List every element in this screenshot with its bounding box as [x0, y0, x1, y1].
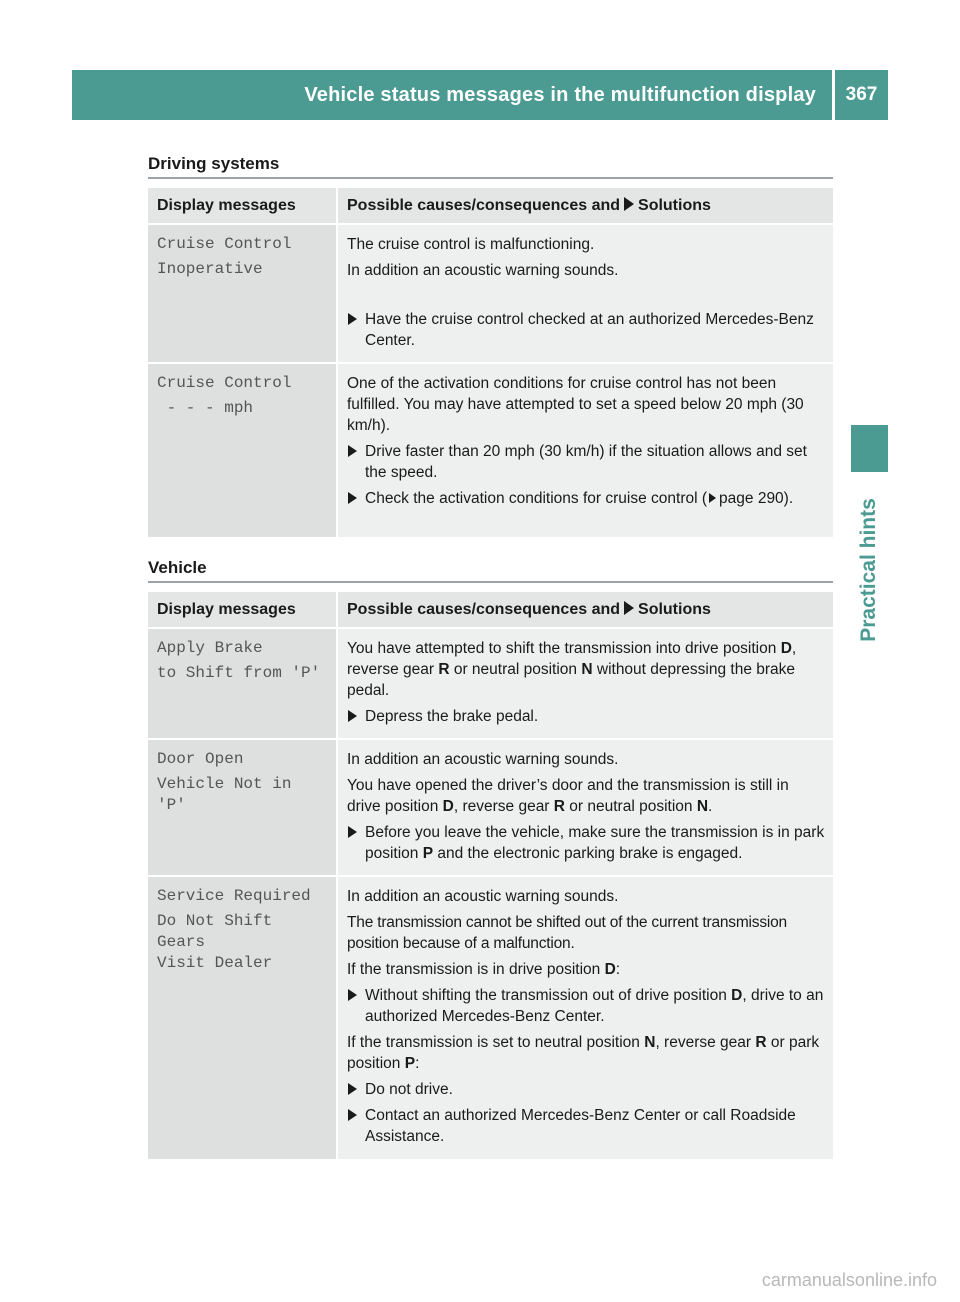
- section-rule: [148, 177, 833, 179]
- solution-step: Without shifting the transmission out of drive position D, drive to an authorized Mercedes-Benz Center.: [347, 985, 825, 1027]
- cause-text: One of the activation conditions for cruise control has not been fulfilled. You may have attempted to set a speed below 20 mph (30 km/h).: [347, 375, 804, 434]
- display-message: Cruise Control Inoperative: [157, 235, 292, 278]
- solution-step: Drive faster than 20 mph (30 km/h) if the situation allows and set the speed.: [347, 441, 825, 483]
- side-tab-marker: [851, 425, 888, 472]
- step-arrow-icon: [348, 710, 357, 722]
- table-header-row: [148, 592, 833, 629]
- display-message-cell: [148, 629, 338, 740]
- column-header-causes-solutions: Possible causes/consequences and Solutions: [338, 592, 833, 629]
- page-reference-icon: [709, 493, 716, 503]
- table-row: [148, 364, 833, 539]
- display-message-cell: [148, 364, 338, 539]
- arrow-right-icon: [624, 601, 634, 615]
- section-title-driving-systems: Driving systems: [148, 154, 280, 173]
- step-arrow-icon: [348, 989, 357, 1001]
- cause-text: You have attempted to shift the transmission into drive position D, reverse gear R or neutral position N without depressing the brake pedal.: [347, 640, 797, 699]
- display-message-cell: [148, 225, 338, 364]
- step-arrow-icon: [348, 1109, 357, 1121]
- driving-systems-table: [148, 188, 833, 539]
- solution-cell: [338, 225, 833, 364]
- column-header-display-messages: Display messages: [148, 592, 338, 629]
- column-header-causes-solutions: Possible causes/consequences and Solutions: [338, 188, 833, 225]
- display-message-cell: [148, 740, 338, 877]
- solution-cell: [338, 629, 833, 740]
- condition-text: If the transmission is set to neutral position N, reverse gear R or park position P:: [347, 1034, 820, 1072]
- table-row: [148, 225, 833, 364]
- display-message: Apply Brake to Shift from 'P': [157, 639, 321, 682]
- side-tab-label: Practical hints: [857, 498, 880, 642]
- step-arrow-icon: [348, 826, 357, 838]
- table-row: [148, 877, 833, 1161]
- display-message-cell: [148, 877, 338, 1161]
- table-row: [148, 740, 833, 877]
- step-arrow-icon: [348, 492, 357, 504]
- page-number: 367: [845, 84, 878, 105]
- solution-cell: [338, 364, 833, 539]
- cause-text: In addition an acoustic warning sounds.: [347, 751, 619, 768]
- vehicle-table: [148, 592, 833, 1161]
- display-message: Service Required Do Not Shift Gears Visit Dealer: [157, 887, 311, 972]
- condition-text: If the transmission is in drive position D:: [347, 961, 621, 978]
- section-rule: [148, 581, 833, 583]
- step-arrow-icon: [348, 1083, 357, 1095]
- solution-cell: [338, 877, 833, 1161]
- solution-step: Do not drive.: [347, 1079, 825, 1100]
- step-arrow-icon: [348, 445, 357, 457]
- table-row: [148, 629, 833, 740]
- cause-text: The transmission cannot be shifted out of the current transmission position because of a malfunction.: [347, 914, 787, 952]
- cause-text: In addition an acoustic warning sounds.: [347, 888, 619, 905]
- solution-step: Have the cruise control checked at an authorized Mercedes-Benz Center.: [347, 309, 825, 351]
- section-title-vehicle: Vehicle: [148, 558, 207, 577]
- solution-step: Before you leave the vehicle, make sure the transmission is in park position P and the electronic parking brake is engaged.: [347, 822, 825, 864]
- page-header-title: Vehicle status messages in the multifunction display: [304, 84, 816, 106]
- watermark-text: carmanualsonline.info: [761, 1270, 937, 1290]
- solution-step: Depress the brake pedal.: [347, 706, 825, 727]
- table-header-row: [148, 188, 833, 225]
- cause-text: You have opened the driver’s door and the transmission is still in drive position D, reverse gear R or neutral position N.: [347, 777, 789, 815]
- solution-step: Contact an authorized Mercedes-Benz Center or call Roadside Assistance.: [347, 1105, 825, 1147]
- cause-text: In addition an acoustic warning sounds.: [347, 262, 619, 279]
- solution-step: Check the activation conditions for cruise control ( page 290).: [347, 488, 825, 509]
- display-message: Cruise Control - - - mph: [157, 374, 292, 417]
- arrow-right-icon: [624, 197, 634, 211]
- solution-cell: [338, 740, 833, 877]
- display-message: Door Open Vehicle Not in 'P': [157, 750, 292, 814]
- column-header-display-messages: Display messages: [148, 188, 338, 225]
- step-arrow-icon: [348, 313, 357, 325]
- cause-text: The cruise control is malfunctioning.: [347, 236, 595, 253]
